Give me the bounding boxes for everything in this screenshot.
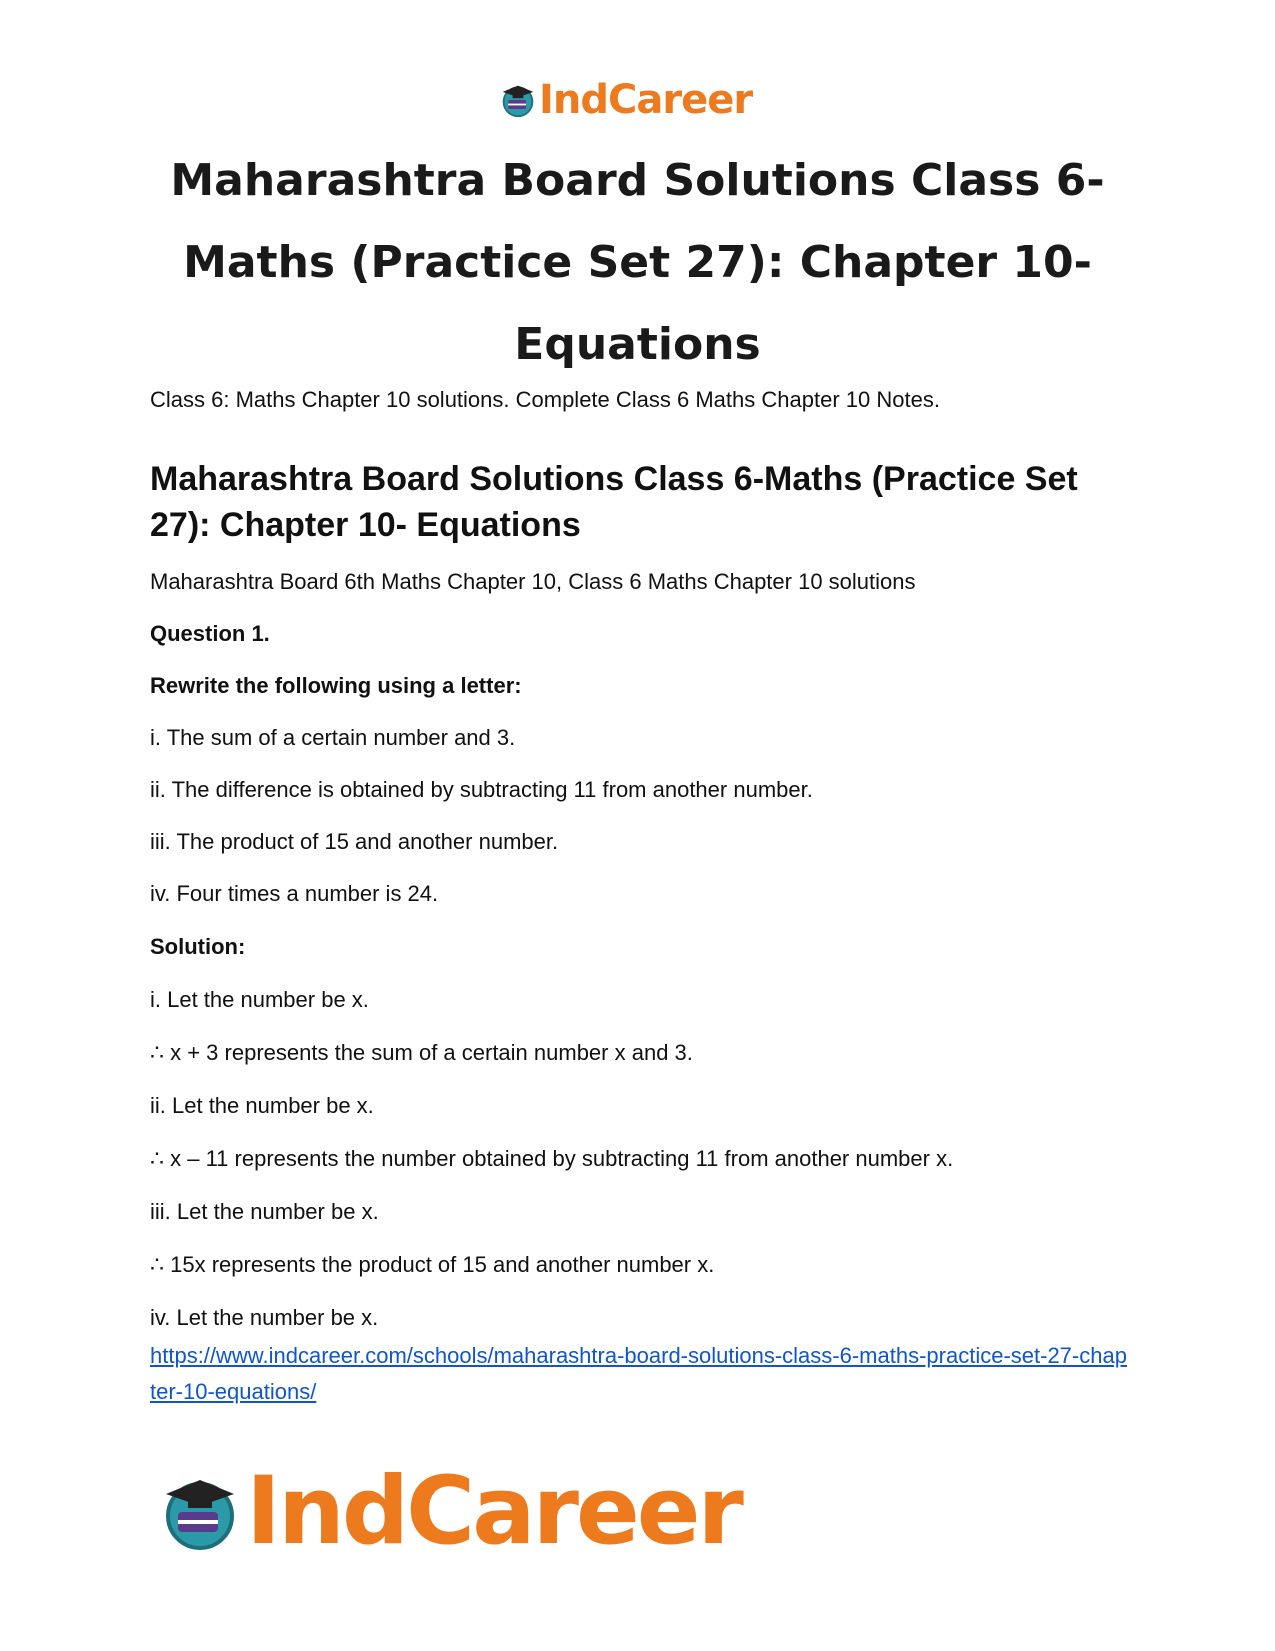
solution-line: ∴ x + 3 represents the sum of a certain number x and 3. xyxy=(150,1040,693,1065)
solution-label: Solution: xyxy=(150,934,246,959)
source-link[interactable]: https://www.indcareer.com/schools/maharashtra-board-solutions-class-6-maths-practice-set-27-chapter-10-equations/ xyxy=(150,1343,1127,1404)
solution-line: ∴ 15x represents the product of 15 and another number x. xyxy=(150,1252,715,1277)
solution-line: ∴ x – 11 represents the number obtained by subtracting 11 from another number x. xyxy=(150,1146,954,1171)
question-item: iii. The product of 15 and another number. xyxy=(150,829,559,854)
question-prompt: Rewrite the following using a letter: xyxy=(150,673,522,698)
indcareer-logo-top xyxy=(500,77,753,123)
logo-brand-text: IndCareer xyxy=(246,1457,741,1566)
solution-line: i. Let the number be x. xyxy=(150,987,369,1012)
indcareer-logo-bottom xyxy=(160,1457,741,1566)
question-item: iv. Four times a number is 24. xyxy=(150,881,439,906)
solution-line: iii. Let the number be x. xyxy=(150,1199,379,1224)
subtitle-text: Maharashtra Board 6th Maths Chapter 10, Class 6 Maths Chapter 10 solutions xyxy=(150,569,916,594)
document-body xyxy=(150,384,1130,1410)
page-title: Maharashtra Board Solutions Class 6-Maths (Practice Set 27): Chapter 10- Equations xyxy=(170,155,1105,370)
graduation-globe-icon xyxy=(160,1472,240,1552)
intro-text: Class 6: Maths Chapter 10 solutions. Complete Class 6 Maths Chapter 10 Notes. xyxy=(150,387,940,412)
question-label: Question 1. xyxy=(150,621,270,646)
logo-brand-text: IndCareer xyxy=(539,77,753,123)
question-item: ii. The difference is obtained by subtracting 11 from another number. xyxy=(150,777,813,802)
graduation-globe-icon xyxy=(500,82,536,118)
solution-line: ii. Let the number be x. xyxy=(150,1093,374,1118)
solution-line: iv. Let the number be x. xyxy=(150,1305,379,1330)
question-item: i. The sum of a certain number and 3. xyxy=(150,725,516,750)
section-heading: Maharashtra Board Solutions Class 6-Maths (Practice Set 27): Chapter 10- Equations xyxy=(150,460,1078,544)
